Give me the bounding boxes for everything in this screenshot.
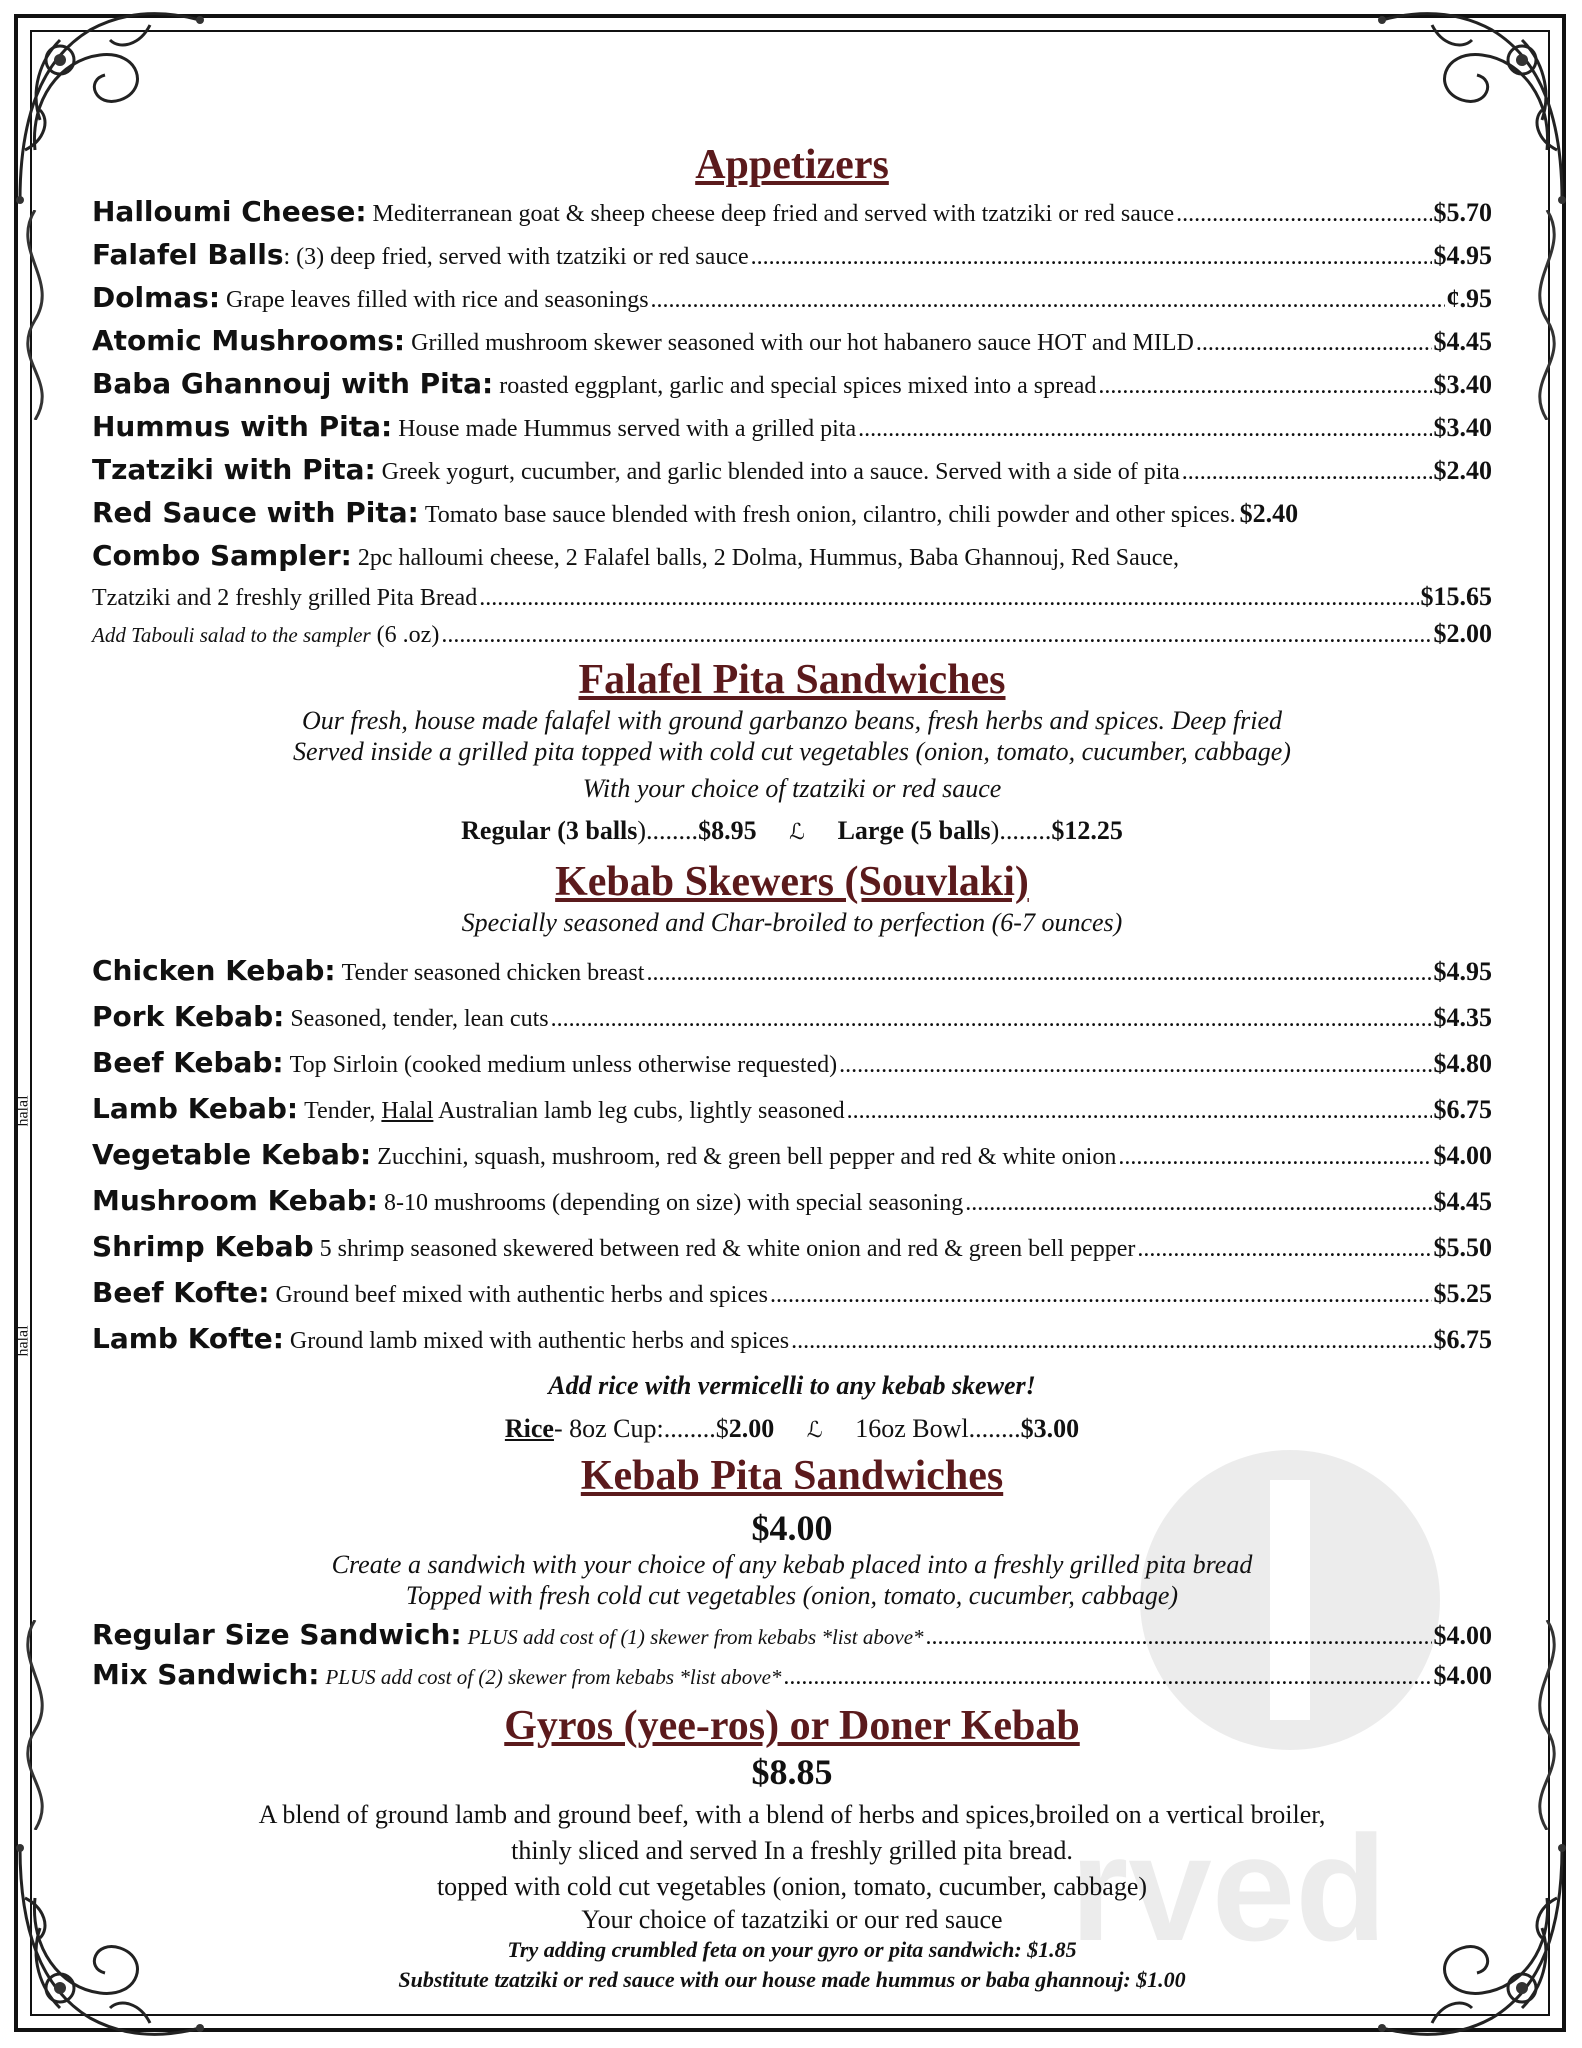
item-name: Beef Kebab: (92, 1046, 284, 1079)
menu-item (92, 276, 1492, 319)
falafel-desc-line: Served inside a grilled pita topped with cold cut vegetables (onion, tomato, cucumber, cabbage) (293, 737, 1291, 766)
side-flourish-icon (0, 1620, 70, 1830)
item-name: Red Sauce with Pita: (92, 496, 419, 529)
menu-content (14, 130, 1492, 1995)
item-price: $5.70 (1433, 198, 1492, 227)
menu-item (92, 1224, 1492, 1270)
item-price: $6.75 (1433, 1095, 1492, 1124)
leader-dots (1176, 193, 1431, 236)
item-desc: 2pc halloumi cheese, 2 Falafel balls, 2 Dolma, Hummus, Baba Ghannouj, Red Sauce, (357, 545, 1180, 571)
kebab-subtitle: Specially seasoned and Char-broiled to perfection (6-7 ounces) (461, 908, 1123, 937)
combo-item (92, 534, 1492, 577)
gyros-desc: topped with cold cut vegetables (onion, tomato, cucumber, cabbage) (436, 1872, 1148, 1901)
item-name: Chicken Kebab: (92, 954, 336, 987)
gyros-desc: Your choice of tazatziki or our red sauce (581, 1905, 1003, 1934)
item-price: $4.45 (1433, 1187, 1492, 1216)
item-price: $4.00 (1433, 1661, 1492, 1690)
falafel-sizes (92, 812, 1492, 851)
item-price: $5.25 (1433, 1279, 1492, 1308)
leader-dots (479, 578, 1418, 618)
leader-dots (770, 1272, 1432, 1318)
falafel-desc-line: With your choice of tzatziki or red sauce (582, 774, 1002, 803)
rice-label: Rice (504, 1414, 554, 1443)
item-name: Shrimp Kebab (92, 1230, 314, 1263)
item-desc: roasted eggplant, garlic and special spices mixed into a spread (499, 373, 1097, 399)
menu-item (92, 1615, 1492, 1655)
item-name: Dolmas: (92, 281, 221, 314)
item-name: Baba Ghannouj with Pita: (92, 367, 494, 400)
rice-bowl: 16oz Bowl........ (855, 1414, 1021, 1443)
item-price: $3.40 (1433, 413, 1492, 442)
item-desc: Tender seasoned chicken breast (341, 960, 645, 986)
item-desc: PLUS add cost of (2) skewer from kebabs *list above* (325, 1665, 782, 1689)
item-desc: House made Hummus served with a grilled pita (398, 416, 857, 442)
kebab-pita-desc: Create a sandwich with your choice of any kebab placed into a freshly grilled pita bread (331, 1550, 1253, 1579)
addon-item (92, 617, 1492, 651)
leader-dots (858, 408, 1431, 451)
gyros-title: Gyros (yee-ros) or Doner Kebab (504, 1703, 1080, 1749)
item-name: Mushroom Kebab: (92, 1184, 378, 1217)
item-name: Pork Kebab: (92, 1000, 285, 1033)
item-name: Mix Sandwich: (92, 1658, 320, 1691)
rice-options (92, 1410, 1492, 1449)
regular-label: Regular (461, 816, 551, 845)
item-price: $4.95 (1433, 957, 1492, 986)
item-price: $4.00 (1433, 1621, 1492, 1650)
item-price: $6.75 (1433, 1325, 1492, 1354)
leader-dots (1118, 1134, 1431, 1180)
menu-item (92, 233, 1492, 276)
item-desc: 5 shrimp seasoned skewered between red & white onion and red & green bell pepper (319, 1236, 1136, 1262)
halal-tag-text: halal (14, 1095, 32, 1127)
item-desc: Mediterranean goat & sheep cheese deep fried and served with tzatziki or red sauce (372, 201, 1175, 227)
large-price: $12.25 (1051, 816, 1123, 845)
leader-dots (839, 1042, 1431, 1088)
item-price: $4.00 (1433, 1141, 1492, 1170)
regular-price: $8.95 (698, 816, 757, 845)
item-desc: : (3) deep fried, served with tzatziki or red sauce (283, 244, 749, 270)
menu-item (92, 405, 1492, 448)
menu-item (92, 448, 1492, 491)
menu-item (92, 319, 1492, 362)
leader-dots (441, 618, 1431, 652)
svg-text:rved: rved (1070, 1804, 1387, 1972)
menu-item (92, 948, 1492, 994)
item-name: Beef Kofte: (92, 1276, 270, 1309)
rice-cup-price: 2.00 (728, 1414, 775, 1443)
item-name: Lamb Kebab: (92, 1092, 299, 1125)
addon-text: Add Tabouli salad to the sampler (92, 623, 371, 647)
item-name: Falafel Balls (92, 238, 284, 271)
item-desc: Ground lamb mixed with authentic herbs and spices (289, 1328, 790, 1354)
item-price: $4.45 (1433, 327, 1492, 356)
gyros-note: Try adding crumbled feta on your gyro or pita sandwich: $1.85 (507, 1937, 1077, 1962)
menu-item (92, 1655, 1492, 1695)
item-price: $15.65 (1420, 582, 1492, 611)
falafel-title: Falafel Pita Sandwiches (578, 657, 1006, 703)
leader-dots (551, 996, 1432, 1042)
item-price: $2.00 (1433, 619, 1492, 648)
leader-dots (783, 1657, 1431, 1697)
item-desc: PLUS add cost of (1) skewer from kebabs *list above* (467, 1625, 924, 1649)
kebab-pita-title: Kebab Pita Sandwiches (580, 1453, 1004, 1499)
leader-dots (1196, 322, 1432, 365)
item-name: Hummus with Pita: (92, 410, 393, 443)
item-name: Atomic Mushrooms: (92, 324, 406, 357)
regular-qty: (3 balls (557, 816, 638, 845)
menu-item (92, 994, 1492, 1040)
gyros-desc: A blend of ground lamb and ground beef, with a blend of herbs and spices,broiled on a vertical broiler, (258, 1800, 1326, 1829)
rice-cup: - 8oz Cup:........$ (553, 1414, 729, 1443)
appetizers-title: Appetizers (695, 142, 889, 188)
halal-tag-text: halal (14, 1325, 32, 1357)
kebab-pita-price: $4.00 (751, 1508, 833, 1548)
item-price: $2.40 (1433, 456, 1492, 485)
large-label: Large (837, 816, 904, 845)
rice-note: Add rice with vermicelli to any kebab skewer! (548, 1371, 1036, 1400)
item-desc-part: Tender, (304, 1098, 382, 1124)
item-name: Tzatziki with Pita: (92, 453, 376, 486)
item-desc: Zucchini, squash, mushroom, red & green bell pepper and red & white onion (377, 1144, 1117, 1170)
item-desc: Greek yogurt, cucumber, and garlic blended into a sauce. Served with a side of pita (381, 459, 1180, 485)
item-desc: Top Sirloin (cooked medium unless otherwise requested) (289, 1052, 838, 1078)
side-flourish-icon (1512, 1620, 1582, 1830)
kebab-title: Kebab Skewers (Souvlaki) (555, 859, 1029, 905)
side-flourish-icon (0, 210, 70, 420)
item-name: Vegetable Kebab: (92, 1138, 372, 1171)
item-desc: 8-10 mushrooms (depending on size) with special seasoning (383, 1190, 964, 1216)
combo-item-cont (92, 577, 1492, 617)
menu-item (92, 1132, 1492, 1178)
menu-item (92, 1270, 1492, 1316)
item-desc: Grilled mushroom skewer seasoned with our hot habanero sauce HOT and MILD (411, 330, 1194, 356)
gyros-note: Substitute tzatziki or red sauce with our house made hummus or baba ghannouj: $1.00 (398, 1967, 1186, 1992)
leader-dots (1182, 451, 1432, 494)
addon-size: (6 .oz) (376, 622, 440, 648)
item-desc (298, 1088, 845, 1134)
item-price: $5.50 (1433, 1233, 1492, 1262)
leader-dots (1137, 1226, 1431, 1272)
leader-dots (651, 279, 1445, 322)
menu-item (14, 1086, 1492, 1132)
flourish-icon: ℒ (806, 1417, 823, 1442)
leader-dots (1098, 365, 1431, 408)
kebab-pita-desc: Topped with fresh cold cut vegetables (onion, tomato, cucumber, cabbage) (405, 1581, 1179, 1610)
leader-dots: )........ (990, 816, 1052, 845)
halal-tag (14, 1086, 72, 1129)
item-desc-part: Australian lamb leg cubs, lightly seasoned (433, 1098, 845, 1124)
item-price: ¢.95 (1446, 284, 1492, 313)
flourish-icon: ℒ (789, 819, 805, 844)
falafel-desc-line: Our fresh, house made falafel with ground garbanzo beans, fresh herbs and spices. Deep fried (302, 706, 1282, 735)
item-name: Regular Size Sandwich: (92, 1618, 462, 1651)
gyros-price: $8.85 (751, 1752, 833, 1792)
menu-item (92, 1040, 1492, 1086)
menu-item (92, 1178, 1492, 1224)
leader-dots (926, 1617, 1432, 1657)
item-desc: Seasoned, tender, lean cuts (290, 1006, 549, 1032)
leader-dots (646, 950, 1431, 996)
large-qty: (5 balls (910, 816, 991, 845)
rice-bowl-price: $3.00 (1020, 1414, 1080, 1443)
leader-dots (751, 236, 1432, 279)
item-desc: Ground beef mixed with authentic herbs and spices (275, 1282, 768, 1308)
menu-item (14, 1316, 1492, 1362)
item-desc: Tomato base sauce blended with fresh onion, cilantro, chili powder and other spices. (424, 502, 1236, 528)
item-desc: Tzatziki and 2 freshly grilled Pita Bread (92, 585, 478, 611)
leader-dots (965, 1180, 1431, 1226)
item-name: Lamb Kofte: (92, 1322, 284, 1355)
item-price: $3.40 (1433, 370, 1492, 399)
leader-dots (791, 1318, 1431, 1364)
halal-tag (14, 1316, 72, 1359)
leader-dots (847, 1088, 1432, 1134)
item-name: Combo Sampler: (92, 539, 352, 572)
item-price: $4.80 (1433, 1049, 1492, 1078)
item-price: $4.95 (1433, 241, 1492, 270)
leader-dots: )........ (637, 816, 699, 845)
item-price: $2.40 (1239, 499, 1299, 528)
item-desc-underlined: Halal (381, 1098, 434, 1124)
gyros-desc: thinly sliced and served In a freshly grilled pita bread. (511, 1836, 1073, 1865)
item-name: Halloumi Cheese: (92, 195, 367, 228)
menu-item (92, 491, 1492, 534)
menu-item (92, 190, 1492, 233)
side-flourish-icon (1512, 210, 1582, 420)
item-desc: Grape leaves filled with rice and seasonings (226, 287, 649, 313)
menu-item (92, 362, 1492, 405)
item-price: $4.35 (1433, 1003, 1492, 1032)
